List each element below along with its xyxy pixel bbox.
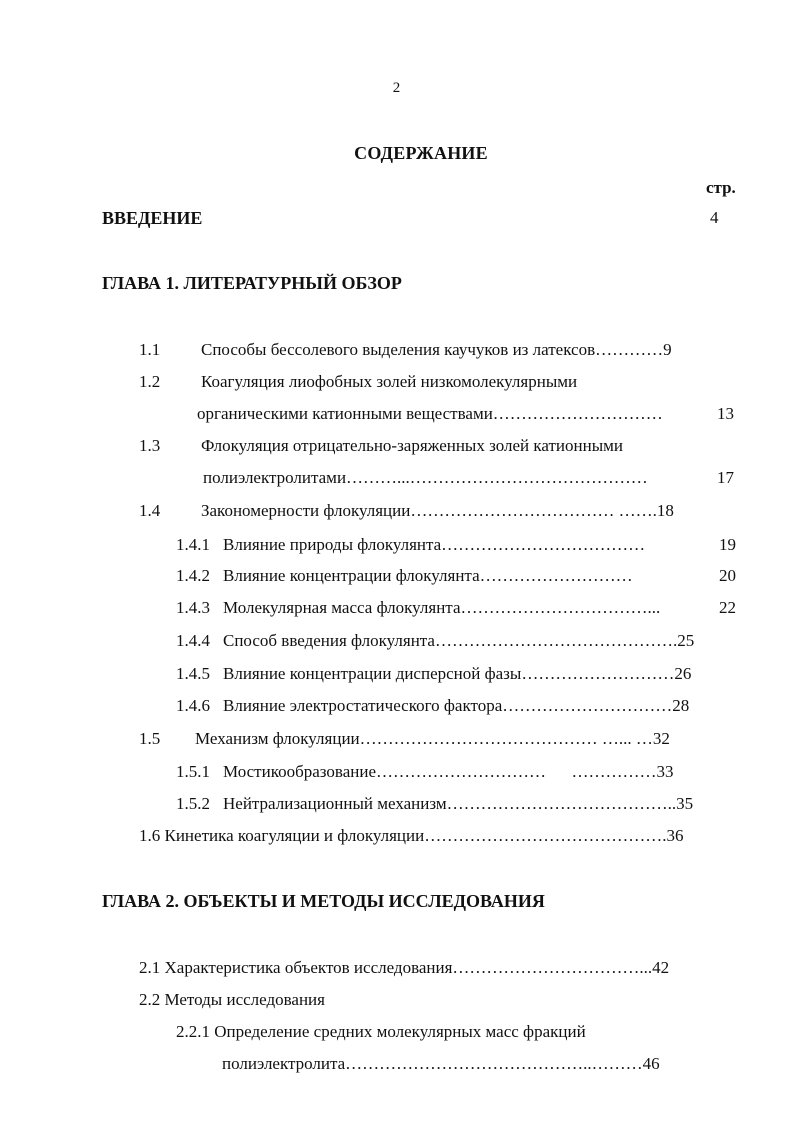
toc-entry-text: Закономерности флокуляции……………………………… …….18 <box>201 501 674 520</box>
chapter1-heading: ГЛАВА 1. ЛИТЕРАТУРНЫЙ ОБЗОР <box>102 273 402 293</box>
toc-entry-page: 20 <box>719 566 736 585</box>
toc-entry-text: Нейтрализационный механизм…………………………………..35 <box>223 794 694 813</box>
toc-entry-text-continued: органическими катионными веществами………………………… <box>197 404 663 423</box>
toc-entry-number: 1.5.1 <box>176 762 210 781</box>
toc-entry-text-continued: полиэлектролитами………...…………………………………… <box>203 468 648 487</box>
toc-entry-text: Механизм флокуляции…………………………………… …... …32 <box>195 729 670 748</box>
toc-entry-number: 1.4.2 <box>176 566 210 585</box>
page-column-label: стр. <box>706 178 736 197</box>
toc-entry-number: 1.4.1 <box>176 535 210 554</box>
toc-entry-page: 19 <box>719 535 736 554</box>
toc-entry-number: 1.4.6 <box>176 696 210 715</box>
toc-entry-page: 22 <box>719 598 736 617</box>
toc-introduction-page: 4 <box>710 208 719 227</box>
toc-entry-number: 1.5.2 <box>176 794 210 813</box>
toc-entry-number: 1.4 <box>139 501 161 520</box>
toc-entry-text: Способы бессолевого выделения каучуков из латексов…………9 <box>201 340 672 359</box>
toc-entry-text: 1.6 Кинетика коагуляции и флокуляции…………………………………….36 <box>139 826 684 845</box>
toc-entry-number: 1.1 <box>139 340 161 359</box>
toc-entry-number: 1.4.4 <box>176 631 210 650</box>
toc-entry-text: 2.2.1 Определение средних молекулярных масс фракций <box>176 1022 586 1041</box>
toc-entry-text: Влияние концентрации дисперсной фазы………………………26 <box>223 664 692 683</box>
chapter2-heading: ГЛАВА 2. ОБЪЕКТЫ И МЕТОДЫ ИССЛЕДОВАНИЯ <box>102 891 545 911</box>
toc-entry-text: Влияние природы флокулянта……………………………… <box>223 535 646 554</box>
toc-entry-text: Влияние электростатического фактора…………………………28 <box>223 696 690 715</box>
toc-entry-text: 2.2 Методы исследования <box>139 990 325 1009</box>
toc-entry-page: 13 <box>717 404 734 423</box>
toc-entry-number: 1.4.5 <box>176 664 210 683</box>
toc-entry-number: 1.4.3 <box>176 598 210 617</box>
toc-introduction-label: ВВЕДЕНИЕ <box>102 208 203 228</box>
toc-entry-number: 1.5 <box>139 729 161 748</box>
page-title: СОДЕРЖАНИЕ <box>354 143 488 163</box>
toc-entry-number: 1.3 <box>139 436 161 455</box>
toc-entry-text: 2.1 Характеристика объектов исследования……………………………...42 <box>139 958 670 977</box>
toc-entry-text: Коагуляция лиофобных золей низкомолекулярными <box>201 372 578 391</box>
toc-entry-text: Молекулярная масса флокулянта……………………………... <box>223 598 661 617</box>
toc-entry-number: 1.2 <box>139 372 161 391</box>
toc-entry-page: 17 <box>717 468 734 487</box>
toc-entry-text: Способ введения флокулянта…………………………………….25 <box>223 631 695 650</box>
page-number: 2 <box>392 80 401 96</box>
toc-entry-text-continued: полиэлектролита……………………………………..………46 <box>222 1054 660 1073</box>
toc-entry-text: Мостикообразование………………………… ……………33 <box>223 762 674 781</box>
toc-entry-text: Флокуляция отрицательно-заряженных золей катионными <box>201 436 623 455</box>
toc-entry-text: Влияние концентрации флокулянта……………………… <box>223 566 633 585</box>
